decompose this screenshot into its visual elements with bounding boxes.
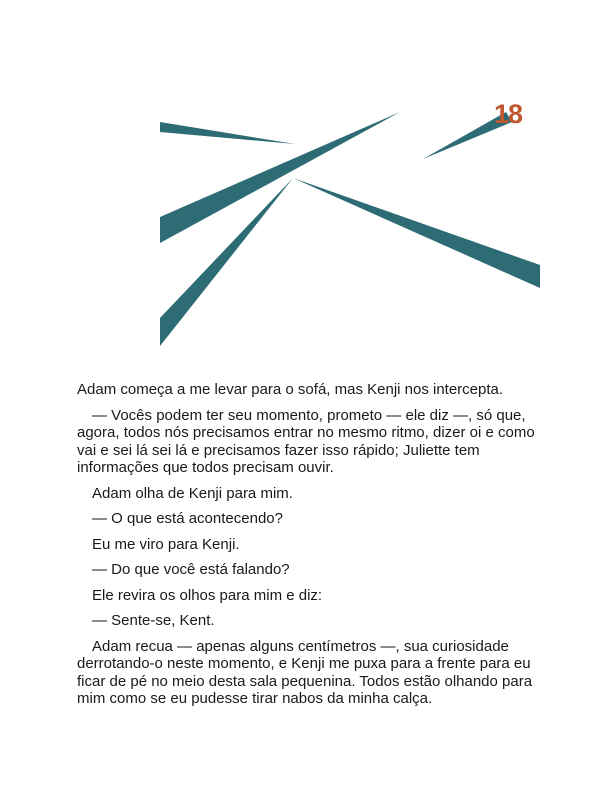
chapter-shard-art: [160, 110, 540, 350]
paragraph: Adam recua — apenas alguns centímetros —, sua curiosidade derrotando-o neste momento, e Kenji me puxa para a frente para eu ficar de pé no meio desta sala pequenina. Todos estão olhando para mim como se eu pudesse tirar nabos da minha calça.: [77, 637, 533, 707]
paragraph: — O que está acontecendo?: [92, 510, 283, 527]
shard-top-left: [160, 122, 295, 144]
paragraph: Adam olha de Kenji para mim.: [92, 484, 293, 502]
chapter-number: 18: [494, 99, 523, 129]
shard-down-right: [293, 178, 540, 288]
chapter-text: [77, 381, 539, 716]
paragraph: Adam começa a me levar para o sofá, mas Kenji nos intercepta.: [77, 381, 504, 398]
paragraph: — Do que você está falando?: [92, 561, 290, 578]
paragraph: Eu me viro para Kenji.: [92, 535, 240, 553]
paragraph: — Sente-se, Kent.: [92, 612, 215, 629]
paragraph: Ele revira os olhos para mim e diz:: [92, 586, 323, 604]
paragraph: — Vocês podem ter seu momento, prometo — ele diz —, só que, agora, todos nós precisamos entrar no mesmo ritmo, dizer oi e como vai e sei lá sei lá e precisamos fazer isso rápido; Juliette tem informações que todos precisam ouvir.: [77, 406, 535, 476]
